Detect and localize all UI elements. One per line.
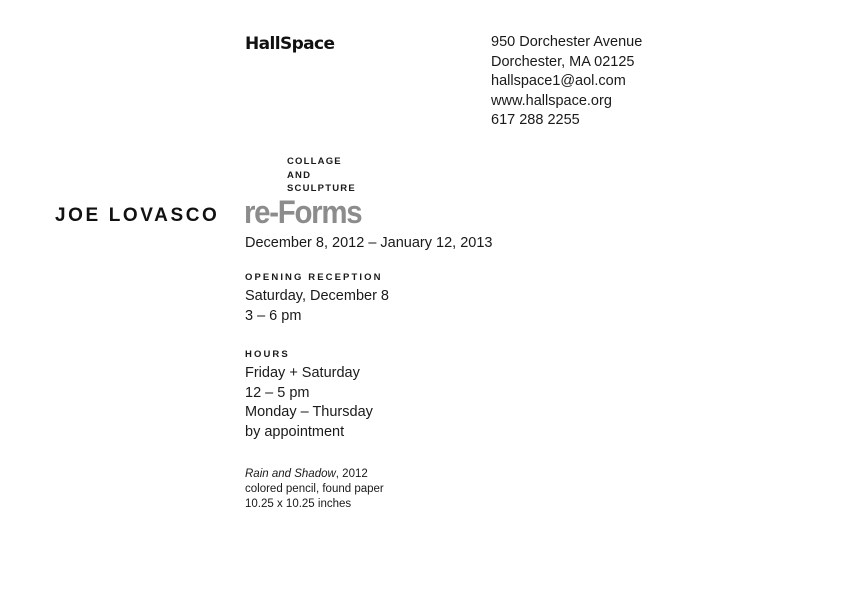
medium-line-3: SCULPTURE	[287, 183, 356, 194]
website-text: www.hallspace.org	[491, 92, 612, 109]
address-line-1: 950 Dorchester Avenue	[491, 34, 643, 50]
artwork-title: Rain and Shadow	[245, 468, 336, 480]
gallery-contact-block	[491, 33, 642, 131]
artwork-dimensions: 10.25 x 10.25 inches	[245, 498, 352, 510]
exhibition-title: re-Forms	[244, 194, 362, 230]
hours-line-3: Monday – Thursday	[245, 404, 373, 420]
reception-details	[245, 287, 389, 326]
hours-line-2: 12 – 5 pm	[245, 384, 310, 401]
artwork-materials: colored pencil, found paper	[245, 483, 384, 495]
hours-heading: HOURS	[245, 349, 290, 360]
email-text: hallspace1@aol.com	[491, 73, 626, 89]
caption-title-line	[245, 467, 384, 482]
gallery-logo: HallSpace	[245, 34, 335, 54]
artist-name: JOE LOVASCO	[55, 205, 220, 226]
phone-text: 617 288 2255	[491, 112, 580, 128]
medium-label	[287, 155, 356, 196]
medium-line-2: AND	[287, 169, 312, 181]
reception-heading: OPENING RECEPTION	[245, 272, 383, 283]
hours-line-4: by appointment	[245, 423, 345, 440]
hours-details	[245, 364, 373, 442]
artwork-caption	[245, 467, 384, 512]
medium-line-1: COLLAGE	[287, 156, 342, 167]
reception-day: Saturday, December 8	[245, 288, 389, 304]
address-line-2: Dorchester, MA 02125	[491, 53, 635, 70]
artwork-year: , 2012	[335, 468, 368, 480]
hours-line-1: Friday + Saturday	[245, 365, 360, 381]
exhibition-dates: December 8, 2012 – January 12, 2013	[245, 235, 493, 251]
reception-time: 3 – 6 pm	[245, 307, 302, 324]
